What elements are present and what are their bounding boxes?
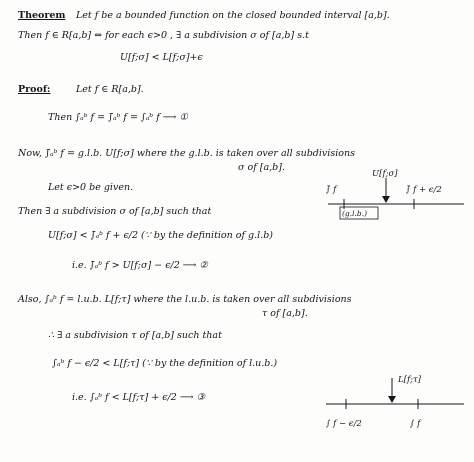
glb-number-line-diagram: [318, 166, 468, 222]
lub-label-top: L[f;τ]: [398, 375, 421, 385]
proof-line-13: i.e. ∫ₐᵇ f < L[f;τ] + ϵ/2 ⟶ ③: [72, 392, 206, 403]
proof-line-11: ∴ ∃ a subdivision τ of [a,b] such that: [48, 330, 222, 341]
glb-label-box-text: (g.l.b.): [342, 209, 368, 218]
theorem-line-1: Let f be a bounded function on the closed bounded interval [a,b].: [76, 10, 390, 21]
lub-label-left: ∫ f − ϵ/2: [326, 419, 362, 429]
proof-line-2: Then ∫ₐᵇ f = ∫̄ₐᵇ f = ∫ₐᵇ f ⟶ ①: [48, 112, 188, 123]
proof-line-7: U[f;σ] < ∫̄ₐᵇ f + ϵ/2 (∵ by the definition of g.l.b): [48, 230, 273, 241]
proof-line-6: Then ∃ a subdivision σ of [a,b] such that: [18, 206, 212, 217]
proof-line-5: Let ϵ>0 be given.: [48, 182, 134, 193]
proof-line-9: Also, ∫ₐᵇ f = l.u.b. L[f;τ] where the l.u.b. is taken over all subdivisions: [18, 294, 352, 305]
lub-pointer-arrow-icon: [388, 396, 396, 403]
proof-line-1: Let f ∈ R[a,b].: [76, 84, 144, 95]
theorem-line-2: Then f ∈ R[a,b] ⇔ for each ϵ>0 , ∃ a subdivision σ of [a,b] s.t: [18, 30, 309, 41]
lub-number-line-diagram: [322, 372, 468, 446]
proof-line-3: Now, ∫̄ₐᵇ f = g.l.b. U[f;σ] where the g.l.b. is taken over all subdivisions: [18, 148, 355, 159]
glb-label-right: ∫̄ f + ϵ/2: [406, 185, 442, 195]
proof-line-12: ∫ₐᵇ f − ϵ/2 < L[f;τ] (∵ by the definition of l.u.b.): [52, 358, 278, 369]
glb-label-left: ∫̄ f: [326, 185, 337, 195]
proof-line-10: τ of [a,b].: [262, 308, 308, 319]
lub-label-right: ∫ f: [410, 419, 421, 429]
proof-line-4: σ of [a,b].: [238, 162, 285, 173]
proof-heading: Proof:: [18, 84, 51, 95]
theorem-heading: Theorem: [18, 10, 66, 21]
glb-label-top: U[f;σ]: [372, 169, 398, 179]
theorem-line-3: U[f;σ] < L[f;σ]+ϵ: [120, 52, 203, 63]
glb-pointer-arrow-icon: [382, 196, 390, 203]
proof-line-8: i.e. ∫̄ₐᵇ f > U[f;σ] − ϵ/2 ⟶ ②: [72, 260, 208, 271]
